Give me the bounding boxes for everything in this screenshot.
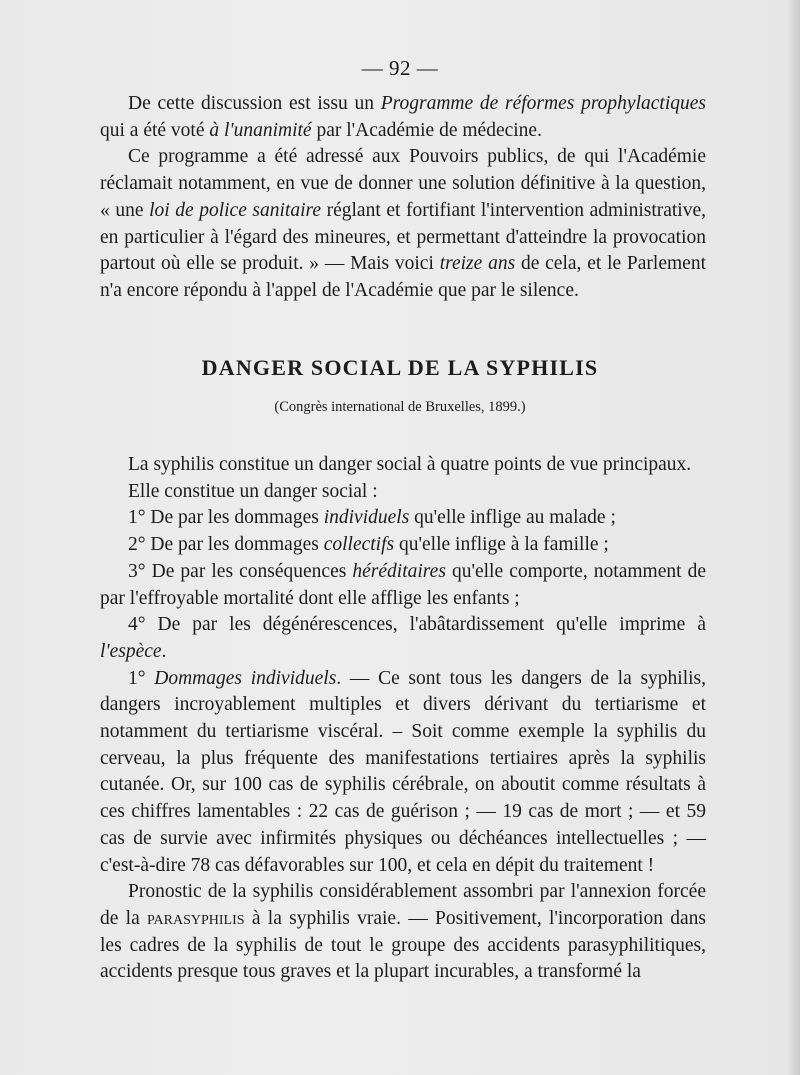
italic-run: individuels <box>323 507 410 529</box>
text-run: qu'elle inflige au malade ; <box>409 507 616 529</box>
paragraph <box>100 452 706 479</box>
paragraph <box>100 666 706 880</box>
text-run: . <box>161 640 167 662</box>
text-run: par l'Académie de médecine. <box>311 119 542 141</box>
text-run: 2° De par les dommages <box>128 534 324 556</box>
paragraph <box>100 879 706 986</box>
paragraph <box>100 479 706 506</box>
list-item <box>100 532 706 559</box>
text-run: Elle constitue un danger social : <box>128 480 378 502</box>
italic-run: Dommages individuels <box>154 667 337 689</box>
paragraph <box>100 144 706 304</box>
text-run: réglant et fortifiant l'intervention administrative, en particulier à l'égard des mineures, et permettant d'atteindre la provocation partout où elle se produit. » — Mais voici <box>100 199 707 275</box>
italic-run: treize ans <box>439 253 516 275</box>
section-title: DANGER SOCIAL DE LA SYPHILIS <box>201 355 599 380</box>
italic-run: héréditaires <box>352 560 446 582</box>
section-subtitle: (Congrès international de Bruxelles, 1899.) <box>274 399 526 415</box>
text-run: qu'elle inflige à la famille ; <box>394 534 609 556</box>
list-item <box>100 559 706 612</box>
text-run: de cela, et le Parlement n'a encore répondu à l'appel de l'Académie que par le silence. <box>100 253 706 301</box>
text-run: Pronostic de la syphilis considérablement assombri par l'annexion forcée de la <box>100 881 706 929</box>
text-run: qui a été voté <box>100 119 210 141</box>
text-run: 4° De par les dégénérescences, l'abâtardissement qu'elle imprime à <box>128 614 706 636</box>
list-item <box>100 612 706 665</box>
page-edge-shadow <box>786 0 800 1075</box>
list-item <box>100 505 706 532</box>
text-run: 1° <box>128 667 155 689</box>
paragraph <box>100 91 706 144</box>
text-run: à la syphilis vraie. — Positivement, l'incorporation dans les cadres de la syphilis de tout le groupe des accidents parasyphilitiques, accidents presque tous graves et la plupart incurables, a transformé la <box>100 907 706 983</box>
text-run: 3° De par les conséquences <box>128 560 353 582</box>
italic-run: collectifs <box>323 534 395 556</box>
page-number: — 92 — <box>361 56 439 80</box>
body-text <box>100 452 706 986</box>
text-run: . — Ce sont tous les dangers de la syphilis, dangers incroyablement multiples et divers dérivant du tertiarisme et notamment du tertiarisme viscéral. – Soit comme exemple la syphilis du cerveau, la plus fréquente des manifestations tertiaires après la syphilis cutanée. Or, sur 100 cas de syphilis cérébrale, on aboutit comme résultats à ces chiffres lamentables : 22 cas de guérison ; — 19 cas de mort ; — et 59 cas de survie avec infirmités physiques ou déchéances intellectuelles ; — c'est-à-dire 78 cas défavorables sur 100, et cela en dépit du traitement ! <box>100 667 706 876</box>
italic-run: Programme de réformes prophylactiques <box>380 93 706 114</box>
text-run: qu'elle comporte, notamment de par l'effroyable mortalité dont elle afflige les enfants ; <box>100 560 706 609</box>
small-caps-run: parasyphilis <box>147 907 245 929</box>
italic-run: loi de police sanitaire <box>149 199 322 221</box>
italic-run: à l'unanimité <box>209 119 312 141</box>
text-run: 1° De par les dommages <box>128 507 324 529</box>
intro-text <box>100 91 706 305</box>
text-run: De cette discussion est issu un <box>128 93 381 114</box>
text-run: Ce programme a été adressé aux Pouvoirs publics, de qui l'Académie réclamait notamment, en vue de donner une solution définitive à la question, « une <box>100 146 706 221</box>
italic-run: l'espèce <box>100 640 162 662</box>
text-run: La syphilis constitue un danger social à quatre points de vue principaux. <box>128 454 692 475</box>
